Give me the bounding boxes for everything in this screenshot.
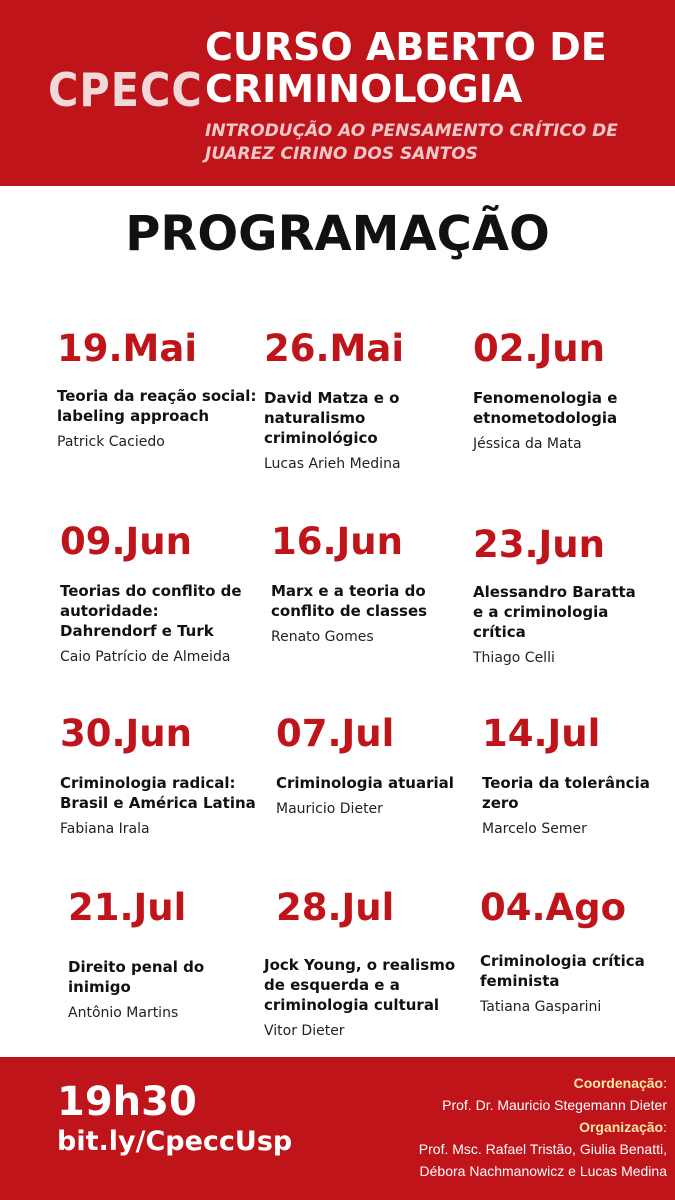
session-topic: [60, 581, 260, 641]
session-topic-line: Dahrendorf e Turk: [60, 622, 214, 640]
session-speaker: Mauricio Dieter: [276, 801, 383, 817]
section-title: PROGRAMAÇÃO: [125, 206, 550, 262]
registration-link[interactable]: bit.ly/CpeccUsp: [57, 1126, 293, 1157]
session-date: 19.Mai: [57, 327, 198, 370]
session-card: [473, 326, 673, 454]
session-topic-line: Criminologia radical:: [60, 774, 236, 792]
session-topic-line: Jock Young, o realismo: [264, 956, 456, 974]
session-time: 19h30: [57, 1079, 197, 1125]
session-topic-line: criminologia cultural: [264, 996, 440, 1014]
session-card: [60, 519, 260, 667]
session-speaker: Antônio Martins: [68, 1005, 179, 1021]
session-topic-line: autoridade:: [60, 602, 159, 620]
session-card: [276, 711, 476, 819]
session-date: 26.Mai: [264, 327, 405, 370]
session-topic: [68, 957, 268, 997]
credits-block: Coordenação: Prof. Dr. Mauricio Stegemann Dieter Organização: Prof. Msc. Rafael Tristão, Giulia Benatti, Débora Nachmanowicz e Lucas Medina: [307, 1072, 667, 1182]
session-topic: [276, 773, 476, 793]
course-subtitle-line-1: INTRODUÇÃO AO PENSAMENTO CRÍTICO DE: [205, 121, 618, 141]
course-title-line-2: CRIMINOLOGIA: [205, 67, 523, 111]
session-topic-line: Teoria da reação social:: [57, 387, 257, 405]
session-topic-line: Teorias do conflito de: [60, 582, 242, 600]
session-speaker: Lucas Arieh Medina: [264, 456, 401, 472]
session-card: [68, 885, 268, 1023]
cpecc-logo: CPECC: [48, 63, 203, 117]
session-date: 28.Jul: [276, 886, 395, 929]
session-speaker: Vitor Dieter: [264, 1023, 345, 1039]
course-subtitle: [205, 120, 665, 166]
session-speaker: Marcelo Semer: [482, 821, 587, 837]
coordenacao-label: Coordenação: [573, 1075, 664, 1091]
session-topic-line: e a criminologia: [473, 603, 609, 621]
session-topic-line: Brasil e América Latina: [60, 794, 256, 812]
course-title: [205, 26, 665, 110]
session-topic-line: Criminologia atuarial: [276, 774, 454, 792]
session-topic-line: de esquerda e a: [264, 976, 400, 994]
session-speaker: Thiago Celli: [473, 650, 555, 666]
session-topic-line: inimigo: [68, 978, 131, 996]
session-date: 07.Jul: [276, 712, 395, 755]
coordenacao-name: Prof. Dr. Mauricio Stegemann Dieter: [442, 1097, 667, 1113]
session-topic: [264, 955, 464, 1015]
session-card: [271, 519, 471, 647]
session-date: 21.Jul: [68, 886, 187, 929]
session-speaker: Caio Patrício de Almeida: [60, 649, 231, 665]
session-topic-line: Fenomenologia e: [473, 389, 618, 407]
organizacao-line-1: Prof. Msc. Rafael Tristão, Giulia Benatti,: [418, 1141, 667, 1157]
session-card: [480, 885, 675, 1017]
session-date: 30.Jun: [60, 712, 192, 755]
session-date: 09.Jun: [60, 520, 192, 563]
session-topic-line: Teoria da tolerância: [482, 774, 650, 792]
session-topic-line: etnometodologia: [473, 409, 618, 427]
session-topic-line: naturalismo: [264, 409, 366, 427]
session-topic: [473, 388, 673, 428]
session-card: [60, 711, 260, 839]
session-speaker: Patrick Caciedo: [57, 434, 165, 450]
session-card: [473, 522, 673, 668]
session-topic-line: criminológico: [264, 429, 378, 447]
session-topic: [60, 773, 260, 813]
session-topic-line: zero: [482, 794, 519, 812]
organizacao-line-2: Débora Nachmanowicz e Lucas Medina: [419, 1163, 667, 1179]
session-topic: [480, 951, 675, 991]
session-speaker: Renato Gomes: [271, 629, 374, 645]
session-topic-line: conflito de classes: [271, 602, 428, 620]
organizacao-label: Organização: [579, 1119, 664, 1135]
session-topic-line: Marx e a teoria do: [271, 582, 426, 600]
session-topic-line: crítica: [473, 623, 526, 641]
course-subtitle-line-2: JUAREZ CIRINO DOS SANTOS: [205, 144, 478, 164]
session-date: 14.Jul: [482, 712, 601, 755]
session-date: 16.Jun: [271, 520, 403, 563]
session-speaker: Jéssica da Mata: [473, 436, 582, 452]
session-topic-line: labeling approach: [57, 407, 210, 425]
session-topic-line: Direito penal do: [68, 958, 205, 976]
session-date: 23.Jun: [473, 523, 605, 566]
session-card: [57, 326, 257, 452]
course-title-line-1: CURSO ABERTO DE: [205, 25, 607, 69]
session-topic-line: Criminologia crítica: [480, 952, 645, 970]
session-topic-line: feminista: [480, 972, 560, 990]
session-topic: [271, 581, 471, 621]
session-topic-line: David Matza e o: [264, 389, 400, 407]
session-topic: [482, 773, 675, 813]
session-speaker: Fabiana Irala: [60, 821, 150, 837]
session-date: 02.Jun: [473, 327, 605, 370]
session-card: [264, 885, 464, 1041]
session-card: [482, 711, 675, 839]
session-topic: [264, 388, 464, 448]
session-topic: [57, 386, 257, 426]
session-speaker: Tatiana Gasparini: [480, 999, 602, 1015]
session-card: [264, 326, 464, 474]
session-topic-line: Alessandro Baratta: [473, 583, 636, 601]
session-topic: [473, 582, 673, 642]
session-date: 04.Ago: [480, 886, 627, 929]
